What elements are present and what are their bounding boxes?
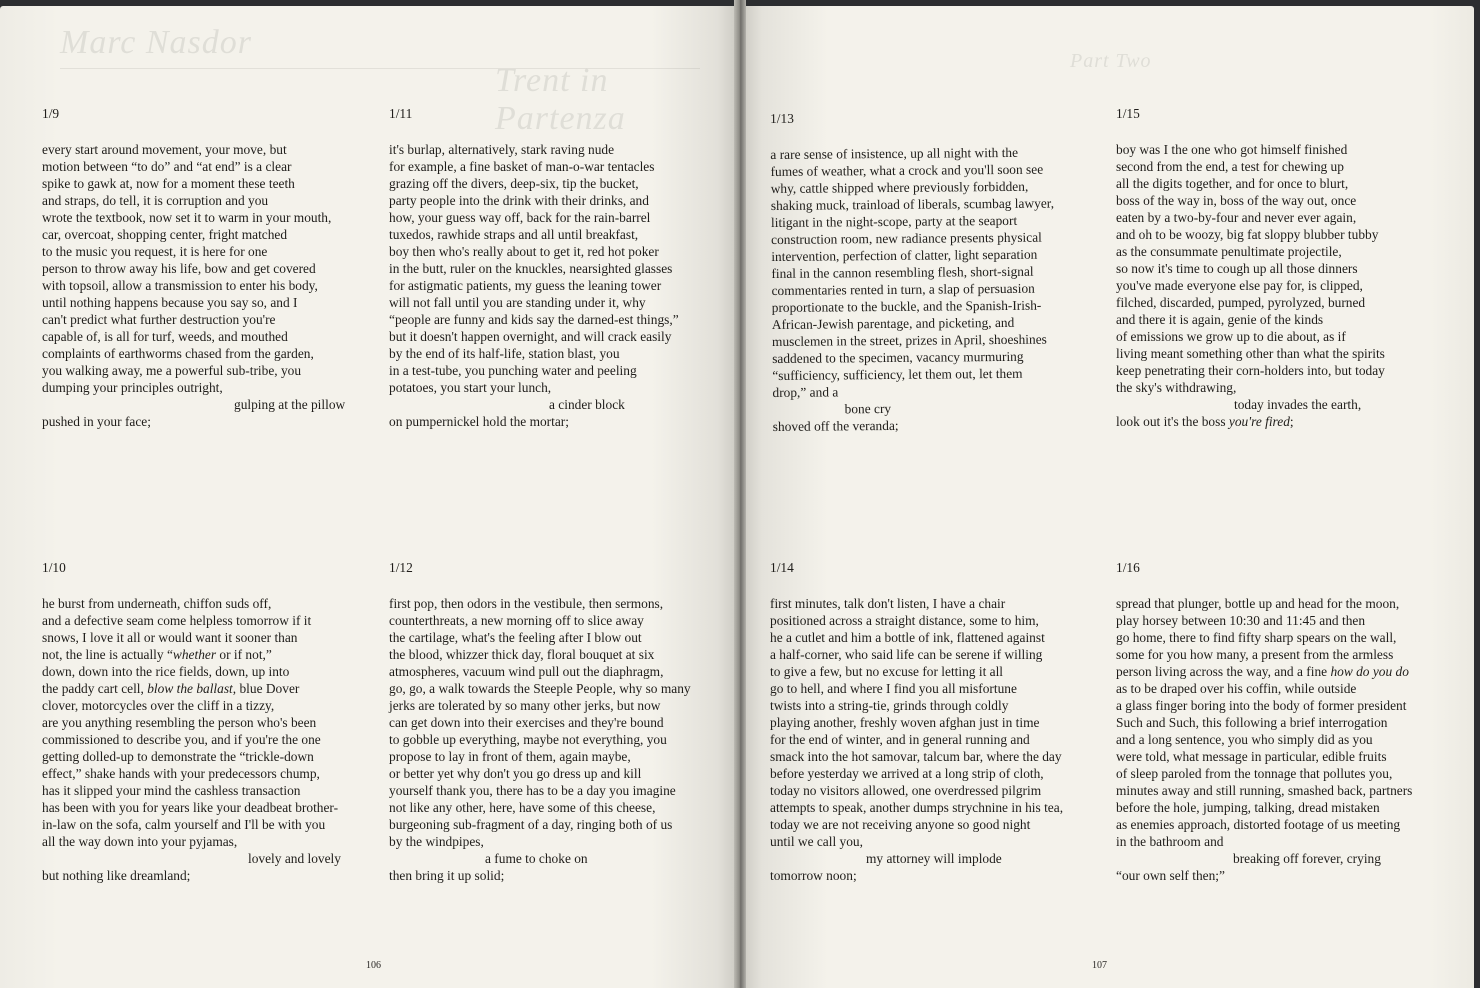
poem-line: for example, a fine basket of man-o-war tentacles <box>389 159 655 174</box>
poem-line: a rare sense of insistence, up all night with the <box>770 144 1019 162</box>
poem-line: yourself thank you, there has to be a day you imagine <box>389 783 676 798</box>
poem-line <box>42 680 372 697</box>
poem-line: he a cutlet and him a bottle of ink, flattened against <box>770 630 1045 645</box>
book-gutter <box>734 0 746 988</box>
poem-body <box>1116 595 1446 884</box>
poem-body <box>42 595 372 884</box>
left-page <box>0 6 740 988</box>
poem-line: fumes of weather, what a crock and you'll soon see <box>770 161 1044 179</box>
poem-indented-line: a fume to choke on <box>485 851 588 866</box>
poem-number: 1/13 <box>770 110 794 126</box>
poem-indented-line: gulping at the pillow <box>234 397 346 412</box>
poem-line: first pop, then odors in the vestibule, then sermons, <box>389 596 664 611</box>
poem-indented-line: breaking off forever, crying <box>1233 851 1381 866</box>
poem-line: the cartilage, what's the feeling after I blow out <box>389 630 642 645</box>
poem-indented-line: lovely and lovely <box>248 851 341 866</box>
poem-body <box>389 141 719 430</box>
poem-line: until we call you, <box>770 834 863 849</box>
poem-line: African-Jewish parentage, and picketing, and <box>771 314 1015 332</box>
poem-line: boy was I the one who got himself finished <box>1116 142 1348 157</box>
poem-line: as enemies approach, distorted footage of us meeting <box>1116 817 1401 832</box>
line-segment: the paddy cart cell, <box>42 681 148 696</box>
poem-line: twists into a string-tie, grinds through coldly <box>770 698 1009 713</box>
poem-line: propose to lay in front of them, again maybe, <box>389 749 631 764</box>
poem-line: but it doesn't happen overnight, and will crack easily <box>389 329 672 344</box>
poem-line: shaking muck, trainload of liberals, scumbag lawyer, <box>770 195 1055 213</box>
poem-line: boss of the way in, boss of the way out, once <box>1116 193 1357 208</box>
poem-line: for the end of winter, and in general running and <box>770 732 1030 747</box>
poem-line: of sleep paroled from the tonnage that pollutes you, <box>1116 766 1393 781</box>
poem-indented-line: my attorney will implode <box>866 851 1002 866</box>
poem-line: not like any other, here, have some of this cheese, <box>389 800 656 815</box>
poem-line: atmospheres, vacuum wind pull out the diaphragm, <box>389 664 664 679</box>
poem-line: drop,” and a <box>772 384 839 400</box>
poem-line: the blood, whizzer thick day, floral bouquet at six <box>389 647 655 662</box>
poem-line: saddened to the specimen, vacancy murmuring <box>772 348 1024 366</box>
poem-final-line: then bring it up solid; <box>389 868 505 883</box>
poem-line: dumping your principles outright, <box>42 380 223 395</box>
poem-line: grazing off the divers, deep-six, tip the bucket, <box>389 176 639 191</box>
poem-line: has been with you for years like your deadbeat brother- <box>42 800 339 815</box>
poem-body <box>1116 141 1446 430</box>
poem-line: eaten by a two-by-four and never ever again, <box>1116 210 1357 225</box>
poem-line: and a long sentence, you who simply did as you <box>1116 732 1373 747</box>
poem-line: capable of, is all for turf, weeds, and mouthed <box>42 329 288 344</box>
line-segment: or if not,” <box>216 647 272 662</box>
poem-line: all the way down into your pyjamas, <box>42 834 238 849</box>
poem-line: to the music you request, it is here for one <box>42 244 268 259</box>
poem-line: today we are not receiving anyone so good night <box>770 817 1031 832</box>
poem-line: were told, what message in particular, edible fruits <box>1116 749 1387 764</box>
right-page <box>740 6 1474 988</box>
poem-line: a half-corner, who said life can be serene if willing <box>770 647 1043 662</box>
poem-line: tuxedos, rawhide straps and all until breakfast, <box>389 227 639 242</box>
poem-body <box>770 595 1100 884</box>
line-segment: person living across the way, and a fine <box>1116 664 1331 679</box>
poem-number: 1/14 <box>770 560 794 575</box>
line-segment: not, the line is actually “ <box>42 647 173 662</box>
poem-1-9 <box>42 105 372 430</box>
poem-line: in the bathroom and <box>1116 834 1224 849</box>
line-segment: ; <box>1289 414 1294 429</box>
poem-line: will not fall until you are standing under it, why <box>389 295 646 310</box>
poem-1-11 <box>389 105 719 430</box>
poem-line: motion between “to do” and “at end” is a clear <box>42 159 292 174</box>
poem-line: potatoes, you start your lunch, <box>389 380 552 395</box>
poem-body <box>389 595 719 884</box>
poem-line: counterthreats, a new morning off to slice away <box>389 613 644 628</box>
poem-line: as to be draped over his coffin, while outside <box>1116 681 1357 696</box>
poem-line: musclemen in the street, prizes in April, shoeshines <box>771 331 1047 349</box>
italic-word: whether <box>172 647 217 662</box>
poem-line: and straps, do tell, it is corruption and you <box>42 193 269 208</box>
ghost-author-show-through: Marc Nasdor <box>60 24 253 61</box>
poem-line: how, your guess way off, back for the rain-barrel <box>389 210 651 225</box>
poem-line: to give a few, but no excuse for letting it all <box>770 664 1004 679</box>
poem-line: “people are funny and kids say the darned-est things,” <box>389 312 679 327</box>
poem-number: 1/11 <box>389 106 413 121</box>
italic-phrase: you're fired <box>1228 414 1290 429</box>
poem-final-line <box>1116 413 1446 430</box>
poem-final-line: pushed in your face; <box>42 414 151 429</box>
poem-line: every start around movement, your move, but <box>42 142 287 157</box>
poem-line: boy then who's really about to get it, red hot poker <box>389 244 659 259</box>
poem-line: he burst from underneath, chiffon suds off, <box>42 596 272 611</box>
poem-indented-line: bone cry <box>844 400 892 417</box>
poem-line: construction room, new radiance presents physical <box>771 229 1042 247</box>
poem-line: keep penetrating their corn-holders into, but today <box>1116 363 1385 378</box>
poem-line: attempts to speak, another dumps strychnine in his tea, <box>770 800 1064 815</box>
poem-line: person to throw away his life, bow and get covered <box>42 261 316 276</box>
poem-line: can't predict what further destruction you're <box>42 312 276 327</box>
poem-line: to gobble up everything, maybe not everything, you <box>389 732 667 747</box>
poem-line: before yesterday we arrived at a long strip of cloth, <box>770 766 1044 781</box>
poem-line: today no visitors allowed, one overdressed pilgrim <box>770 783 1042 798</box>
poem-line: spike to gawk at, now for a moment these teeth <box>42 176 295 191</box>
poem-line <box>42 646 372 663</box>
poem-line: or better yet why don't you go dress up and kill <box>389 766 642 781</box>
poem-line: burgeoning sub-fragment of a day, ringing both of us <box>389 817 673 832</box>
poem-number: 1/16 <box>1116 560 1140 575</box>
poem-line: filched, discarded, pumped, pyrolyzed, burned <box>1116 295 1366 310</box>
poem-body <box>42 141 372 430</box>
poem-line <box>1116 663 1446 680</box>
poem-line: party people into the drink with their drinks, and <box>389 193 649 208</box>
poem-line: you walking away, me a powerful sub-tribe, you <box>42 363 302 378</box>
poem-line: go to hell, and where I find you all misfortune <box>770 681 1017 696</box>
poem-line: commentaries rented in turn, a slap of persuasion <box>771 280 1035 298</box>
poem-line: proportionate to the buckle, and the Spanish-Irish- <box>771 297 1042 315</box>
poem-line: in-law on the sofa, calm yourself and I'll be with you <box>42 817 326 832</box>
poem-line: Such and Such, this following a brief interrogation <box>1116 715 1388 730</box>
poem-line: jerks are tolerated by so many other jerks, but now <box>389 698 661 713</box>
poem-line: all the digits together, and for once to blurt, <box>1116 176 1349 191</box>
poem-line: why, cattle shipped where previously forbidden, <box>770 178 1029 196</box>
poem-line: positioned across a straight distance, some to him, <box>770 613 1039 628</box>
poem-final-line: “our own self then;” <box>1116 868 1225 883</box>
poem-line: so now it's time to cough up all those dinners <box>1116 261 1358 276</box>
poem-line: living meant something other than what the spirits <box>1116 346 1385 361</box>
poem-line: go home, there to find fifty sharp spears on the wall, <box>1116 630 1397 645</box>
page-number: 106 <box>366 960 381 971</box>
poem-line: can get down into their exercises and they're bound <box>389 715 664 730</box>
poem-line: by the end of its half-life, station blast, you <box>389 346 620 361</box>
line-segment: look out it's the boss <box>1116 414 1229 429</box>
poem-final-line: tomorrow noon; <box>770 868 857 883</box>
italic-phrase: how do you do <box>1330 664 1409 679</box>
poem-line: and there it is again, genie of the kinds <box>1116 312 1324 327</box>
poem-line: snows, I love it all or would want it sooner than <box>42 630 298 645</box>
poem-line: are you anything resembling the person who's been <box>42 715 317 730</box>
poem-line: with topsoil, allow a transmission to enter his body, <box>42 278 318 293</box>
poem-line: you've made everyone else pay for, is clipped, <box>1116 278 1363 293</box>
poem-line: of emissions we grow up to die about, as if <box>1116 329 1346 344</box>
poem-number: 1/9 <box>42 106 60 121</box>
poem-final-line: on pumpernickel hold the mortar; <box>389 414 569 429</box>
poem-line: for astigmatic patients, my guess the leaning tower <box>389 278 662 293</box>
poem-line: some for you how many, a present from the armless <box>1116 647 1394 662</box>
poem-line: spread that plunger, bottle up and head for the moon, <box>1116 596 1400 611</box>
italic-phrase: blow the ballast <box>147 681 233 696</box>
poem-line: and a defective seam come helpless tomorrow if it <box>42 613 312 628</box>
poem-number: 1/12 <box>389 560 413 575</box>
poem-1-16 <box>1116 559 1446 884</box>
poem-line: commissioned to describe you, and if you're the one <box>42 732 321 747</box>
poem-line: minutes away and still running, smashed back, partners <box>1116 783 1413 798</box>
poem-line: it's burlap, alternatively, stark raving nude <box>389 142 615 157</box>
poem-1-12 <box>389 559 719 884</box>
poem-line: getting dolled-up to demonstrate the “trickle-down <box>42 749 314 764</box>
poem-line: before the hole, jumping, talking, dread mistaken <box>1116 800 1380 815</box>
poem-line: until nothing happens because you say so, and I <box>42 295 298 310</box>
poem-final-line: but nothing like dreamland; <box>42 868 191 883</box>
poem-line: playing another, freshly woven afghan just in time <box>770 715 1040 730</box>
poem-line: clover, motorcycles over the cliff in a tizzy, <box>42 698 275 713</box>
poem-line: final in the cannon resembling flesh, short-signal <box>771 263 1034 281</box>
poem-1-14 <box>770 559 1100 884</box>
poem-line: in a test-tube, you punching water and peeling <box>389 363 637 378</box>
poem-line: by the windpipes, <box>389 834 484 849</box>
poem-line: wrote the textbook, now set it to warm in your mouth, <box>42 210 332 225</box>
poem-line: “sufficiency, sufficiency, let them out, let them <box>772 365 1023 383</box>
poem-indented-line: today invades the earth, <box>1234 397 1362 412</box>
poem-line: has it slipped your mind the cashless transaction <box>42 783 301 798</box>
poem-line: litigant in the night-scope, party at the seaport <box>770 212 1018 230</box>
poem-final-line: shoved off the veranda; <box>772 417 899 434</box>
poem-line: intervention, perfection of clatter, light separation <box>771 246 1038 264</box>
poem-line: the sky's withdrawing, <box>1116 380 1237 395</box>
poem-line: down, down into the rice fields, down, up into <box>42 664 290 679</box>
poem-line: complaints of earthworms chased from the garden, <box>42 346 314 361</box>
poem-line: in the butt, ruler on the knuckles, nearsighted glasses <box>389 261 673 276</box>
poem-line: a glass finger boring into the body of former president <box>1116 698 1407 713</box>
poem-line: as the consummate penultimate projectile, <box>1116 244 1342 259</box>
poem-line: second from the end, a test for chewing up <box>1116 159 1344 174</box>
poem-line: first minutes, talk don't listen, I have a chair <box>770 596 1006 611</box>
poem-line: smack into the hot samovar, talcum bar, where the day <box>770 749 1062 764</box>
page-number: 107 <box>1092 960 1107 971</box>
poem-1-13 <box>770 107 1103 435</box>
poem-1-15 <box>1116 105 1446 430</box>
poem-line: effect,” shake hands with your predecessors chump, <box>42 766 320 781</box>
poem-line: play horsey between 10:30 and 11:45 and then <box>1116 613 1366 628</box>
poem-line: car, overcoat, shopping center, fright matched <box>42 227 288 242</box>
poem-line: go, go, a walk towards the Steeple People, why so many <box>389 681 691 696</box>
poem-1-10 <box>42 559 372 884</box>
poem-number: 1/15 <box>1116 106 1140 121</box>
ghost-title-show-through: Trent in Partenza <box>495 62 626 137</box>
poem-number: 1/10 <box>42 560 66 575</box>
poem-body <box>770 143 1103 435</box>
line-segment: , blue Dover <box>232 681 300 696</box>
ghost-header-show-through: Part Two <box>1070 50 1152 72</box>
poem-indented-line: a cinder block <box>549 397 625 412</box>
poem-line: and oh to be woozy, big fat sloppy blubber tubby <box>1116 227 1379 242</box>
